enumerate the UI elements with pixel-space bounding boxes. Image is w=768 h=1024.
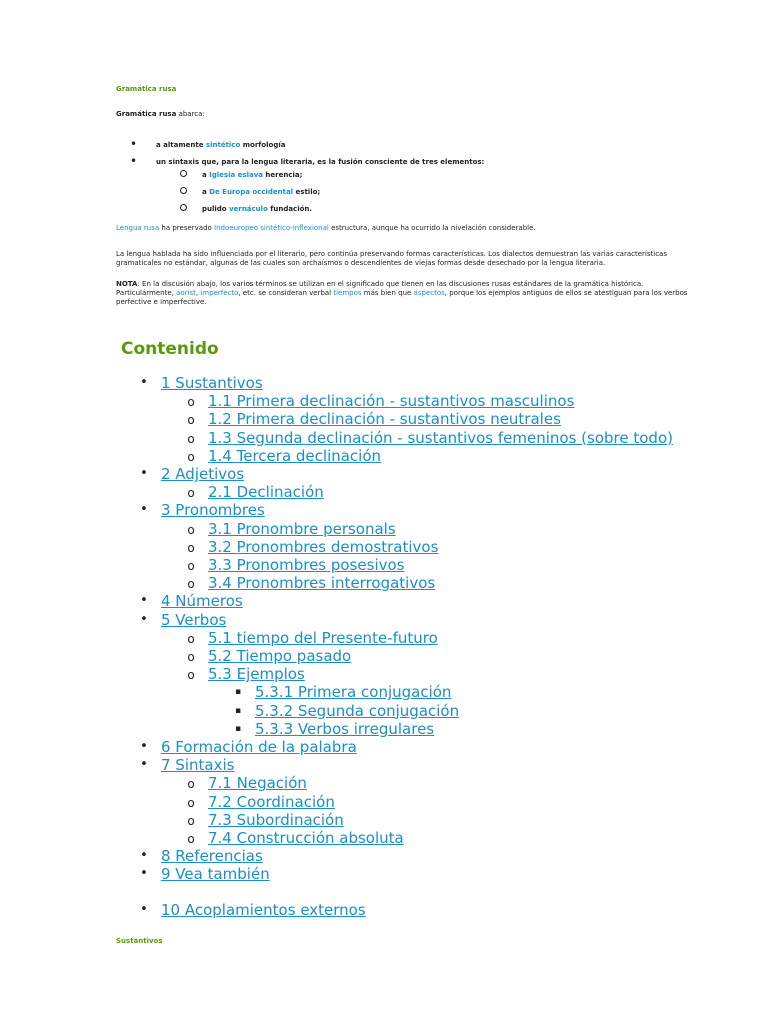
bullet-circle-icon bbox=[180, 187, 187, 194]
bullet-disc-icon: • bbox=[140, 611, 148, 627]
bullet-disc-icon: • bbox=[130, 137, 138, 151]
intro-bold: Gramática rusa bbox=[116, 110, 177, 118]
toc-item bbox=[187, 519, 396, 538]
bullet-circle-icon: o bbox=[187, 449, 195, 464]
toc-item bbox=[187, 556, 405, 574]
bullet-circle-icon: o bbox=[187, 540, 195, 555]
toc-link[interactable]: 1.2 Primera declinación - sustantivos neutrales bbox=[208, 410, 561, 429]
toc-link[interactable]: 3.4 Pronombres interrogativos bbox=[208, 574, 436, 593]
toc-item bbox=[187, 665, 305, 684]
bullet-square-icon: ▪ bbox=[234, 723, 242, 734]
bullet-disc-icon: • bbox=[130, 154, 138, 168]
bullet-disc-icon: • bbox=[140, 866, 148, 882]
toc-link[interactable]: 7.4 Construcción absoluta bbox=[208, 829, 404, 847]
bullet-circle-icon: o bbox=[187, 813, 195, 828]
bullet-circle-icon: o bbox=[187, 777, 195, 792]
toc-item bbox=[140, 610, 227, 629]
toc-item bbox=[234, 683, 452, 702]
bullet-circle-icon: o bbox=[187, 522, 195, 537]
toc-item bbox=[140, 847, 263, 866]
toc-link[interactable]: 5.3.2 Segunda conjugación bbox=[255, 701, 460, 720]
toc-item bbox=[187, 428, 673, 447]
bullet-square-icon: ▪ bbox=[234, 687, 242, 698]
paragraph-structure: Lengua rusa ha preservado Indoeuropeo sintético-inflexional estructura, aunque ha ocurrido la nivelación considerable. bbox=[116, 224, 536, 232]
nota-label: NOTA bbox=[116, 280, 138, 288]
bullet-disc-icon: • bbox=[140, 375, 148, 390]
toc-link[interactable]: 5.3.1 Primera conjugación bbox=[255, 683, 452, 702]
paragraph-nota: NOTA: En la discusión abajo, los varios términos se utilizan en el significado que tienen en las discusiones rusas estándares de la gramática histórica. Particularmente, aorist, imperfecto, etc. se consideran verbal tiempos más bien que aspectos, porque los ejemplos antiguos de ellos se atestiguan para los verbos perfective e imperfective. bbox=[116, 280, 688, 306]
toc-link[interactable]: 7.2 Coordinación bbox=[208, 792, 335, 811]
bullet-disc-icon: • bbox=[140, 901, 148, 917]
list-item: a De Europa occidental estilo; bbox=[180, 188, 320, 205]
toc-link[interactable]: 3.2 Pronombres demostrativos bbox=[208, 537, 439, 556]
toc-link[interactable]: 7.3 Subordinación bbox=[208, 810, 344, 829]
toc-item bbox=[140, 501, 265, 520]
bullet-circle-icon: o bbox=[187, 431, 195, 446]
bullet-circle-icon: o bbox=[187, 486, 195, 501]
bullet-circle-icon: o bbox=[187, 795, 195, 810]
toc-item bbox=[187, 574, 436, 593]
link-iglesia-eslava[interactable]: Iglesia eslava bbox=[209, 171, 263, 179]
bullet-square-icon: ▪ bbox=[234, 705, 242, 716]
toc-item bbox=[140, 465, 245, 483]
link-aspectos[interactable]: aspectos bbox=[413, 289, 445, 297]
toc-link[interactable]: 5.2 Tiempo pasado bbox=[208, 647, 352, 665]
toc-item bbox=[140, 756, 235, 775]
toc-item bbox=[140, 592, 243, 611]
toc-item bbox=[234, 701, 460, 720]
toc-item bbox=[187, 392, 575, 411]
bullet-circle-icon bbox=[180, 170, 187, 177]
toc-item bbox=[187, 483, 324, 502]
toc-link[interactable]: 5.3.3 Verbos irregulares bbox=[255, 719, 435, 738]
toc-item bbox=[187, 792, 335, 811]
bullet-circle-icon: o bbox=[187, 577, 195, 592]
toc-item bbox=[187, 410, 561, 429]
toc-link[interactable]: 1 Sustantivos bbox=[161, 374, 263, 392]
toc-item bbox=[140, 374, 263, 392]
toc-title: Contenido bbox=[121, 339, 219, 359]
link-lengua-rusa[interactable]: Lengua rusa bbox=[116, 224, 160, 232]
link-imperfecto[interactable]: imperfecto bbox=[200, 289, 239, 297]
bullet-disc-icon: • bbox=[140, 466, 148, 481]
bullet-circle-icon: o bbox=[187, 668, 195, 683]
toc-item bbox=[187, 810, 344, 829]
list-item: pulido vernáculo fundación. bbox=[180, 205, 320, 222]
toc-link[interactable]: 9 Vea también bbox=[161, 865, 270, 884]
toc-item bbox=[187, 628, 438, 647]
bullet-disc-icon: • bbox=[140, 739, 148, 754]
list-item: • a altamente sintético morfología bbox=[130, 137, 286, 151]
toc-link[interactable]: 2.1 Declinación bbox=[208, 483, 324, 502]
link-indoeuropeo[interactable]: Indoeuropeo sintético-inflexional bbox=[214, 224, 329, 232]
link-tiempos[interactable]: tiempos bbox=[333, 289, 362, 297]
toc-item bbox=[187, 774, 307, 793]
elements-sublist bbox=[180, 171, 320, 222]
toc-link[interactable]: 2 Adjetivos bbox=[161, 465, 245, 483]
bullet-circle-icon: o bbox=[187, 832, 195, 846]
toc-link[interactable]: 1.4 Tercera declinación bbox=[208, 446, 382, 465]
toc-item bbox=[187, 647, 352, 665]
toc-item bbox=[187, 446, 382, 465]
toc-link[interactable]: 3.3 Pronombres posesivos bbox=[208, 556, 405, 574]
toc-item bbox=[234, 719, 435, 738]
section-heading-sustantivos: Sustantivos bbox=[116, 937, 163, 945]
toc-link[interactable]: 5.3 Ejemplos bbox=[208, 665, 305, 684]
link-aorist[interactable]: aorist bbox=[176, 289, 196, 297]
toc-item bbox=[140, 738, 357, 756]
bullet-disc-icon: • bbox=[140, 848, 148, 864]
link-sintetico[interactable]: sintético bbox=[205, 141, 241, 149]
paragraph-spoken-language: La lengua hablada ha sido influenciada por el literario, pero continúa preservando formas características. Los dialectos demuestran las varias características gramaticales no estándar, algunas de las cuales son archaísmos o descendientes de viejas formas desde desechado por la lengua literaria. bbox=[116, 250, 667, 267]
bullet-circle-icon: o bbox=[187, 559, 195, 573]
toc-item bbox=[140, 865, 270, 884]
toc-item bbox=[140, 900, 366, 919]
bullet-circle-icon bbox=[180, 204, 187, 211]
link-europa-occidental[interactable]: De Europa occidental bbox=[209, 188, 294, 196]
bullet-circle-icon: o bbox=[187, 631, 195, 646]
toc-link[interactable]: 1.3 Segunda declinación - sustantivos femeninos (sobre todo) bbox=[208, 428, 673, 447]
bullet-disc-icon: • bbox=[140, 757, 148, 773]
toc-link[interactable]: 7 Sintaxis bbox=[161, 756, 235, 775]
toc-link[interactable]: 7.1 Negación bbox=[208, 774, 307, 793]
toc-link[interactable]: 8 Referencias bbox=[161, 847, 263, 866]
bullet-disc-icon: • bbox=[140, 502, 148, 518]
toc-link[interactable]: 1.1 Primera declinación - sustantivos masculinos bbox=[208, 392, 575, 411]
link-vernaculo[interactable]: vernáculo bbox=[229, 205, 268, 213]
list-item: • un sintaxis que, para la lengua literaria, es la fusión consciente de tres elementos: bbox=[130, 154, 485, 168]
toc-link[interactable]: 5.1 tiempo del Presente-futuro bbox=[208, 628, 438, 647]
bullet-disc-icon: • bbox=[140, 593, 148, 609]
toc-link[interactable]: 3.1 Pronombre personals bbox=[208, 519, 396, 538]
toc-link[interactable]: 5 Verbos bbox=[161, 610, 227, 629]
toc-item bbox=[187, 829, 404, 847]
toc-link[interactable]: 6 Formación de la palabra bbox=[161, 738, 357, 756]
toc-item bbox=[187, 537, 439, 556]
toc-link[interactable]: 3 Pronombres bbox=[161, 501, 265, 520]
page-title: Gramática rusa bbox=[116, 85, 177, 93]
bullet-circle-icon: o bbox=[187, 395, 195, 410]
toc-link[interactable]: 4 Números bbox=[161, 592, 243, 611]
toc-link[interactable]: 10 Acoplamientos externos bbox=[161, 900, 366, 919]
list-item: a Iglesia eslava herencia; bbox=[180, 171, 320, 188]
bullet-circle-icon: o bbox=[187, 413, 195, 428]
bullet-circle-icon: o bbox=[187, 650, 195, 664]
intro-line bbox=[116, 110, 205, 118]
intro-rest: abarca: bbox=[176, 110, 205, 118]
